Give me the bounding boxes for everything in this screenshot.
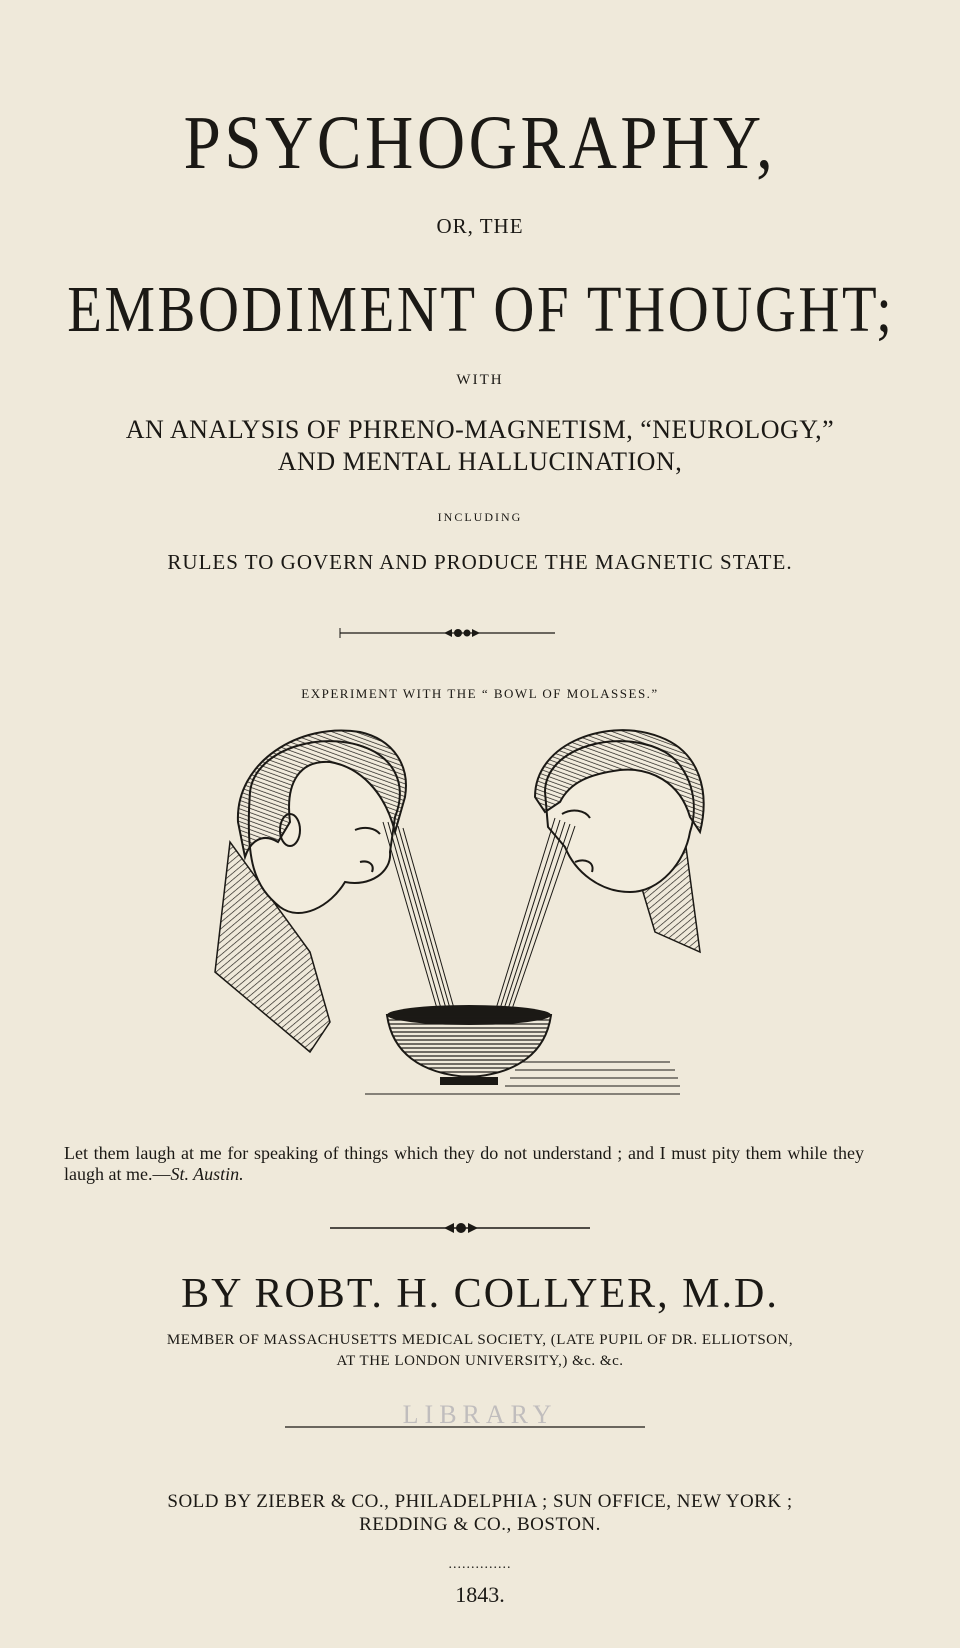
book-subtitle: EMBODIMENT OF THOUGHT; bbox=[67, 273, 895, 346]
stamp-text: LIBRARY bbox=[402, 1400, 558, 1429]
member-line-1: MEMBER OF MASSACHUSETTS MEDICAL SOCIETY, (LATE PUPIL OF DR. ELLIOTSON, bbox=[166, 1332, 794, 1348]
with-line: WITH bbox=[456, 372, 504, 388]
quote-author: St. Austin. bbox=[170, 1164, 244, 1184]
analysis-line-2: AND MENTAL HALLUCINATION, bbox=[277, 447, 683, 476]
analysis-text bbox=[0, 414, 960, 478]
author-line: BY ROBT. H. COLLYER, M.D. bbox=[181, 1271, 779, 1317]
rules-line: RULES TO GOVERN AND PRODUCE THE MAGNETIC STATE. bbox=[167, 550, 793, 574]
quote-text: Let them laugh at me for speaking of things which they do not understand ; and I must pity them while they laugh at me.— bbox=[64, 1143, 864, 1184]
dotted-rule: .............. bbox=[448, 1557, 512, 1572]
membership-text bbox=[0, 1330, 960, 1372]
book-title: PSYCHOGRAPHY, bbox=[183, 101, 777, 185]
bowl-of-molasses-illustration bbox=[0, 722, 960, 1112]
sold-line-1: SOLD BY ZIEBER & CO., PHILADELPHIA ; SUN OFFICE, NEW YORK ; bbox=[167, 1491, 793, 1512]
member-line-2: AT THE LONDON UNIVERSITY,) &c. &c. bbox=[336, 1353, 624, 1369]
or-line: OR, THE bbox=[436, 214, 524, 238]
publication-year: 1843. bbox=[455, 1582, 505, 1607]
illustration-caption: EXPERIMENT WITH THE “ BOWL OF MOLASSES.” bbox=[301, 686, 659, 701]
stamp-rule bbox=[0, 1424, 960, 1430]
epigraph-quote bbox=[64, 1143, 864, 1185]
right-head bbox=[535, 730, 704, 952]
left-head bbox=[215, 730, 406, 1052]
sold-line-2: REDDING & CO., BOSTON. bbox=[359, 1514, 601, 1535]
bowl bbox=[365, 1005, 680, 1094]
gaze-rays bbox=[383, 818, 575, 1012]
ornament-divider bbox=[0, 623, 960, 643]
ornament-divider-2 bbox=[0, 1218, 960, 1238]
publisher-text bbox=[0, 1490, 960, 1536]
including-line: INCLUDING bbox=[437, 510, 523, 524]
analysis-line-1: AN ANALYSIS OF PHRENO-MAGNETISM, “NEUROLOGY,” bbox=[125, 415, 835, 444]
